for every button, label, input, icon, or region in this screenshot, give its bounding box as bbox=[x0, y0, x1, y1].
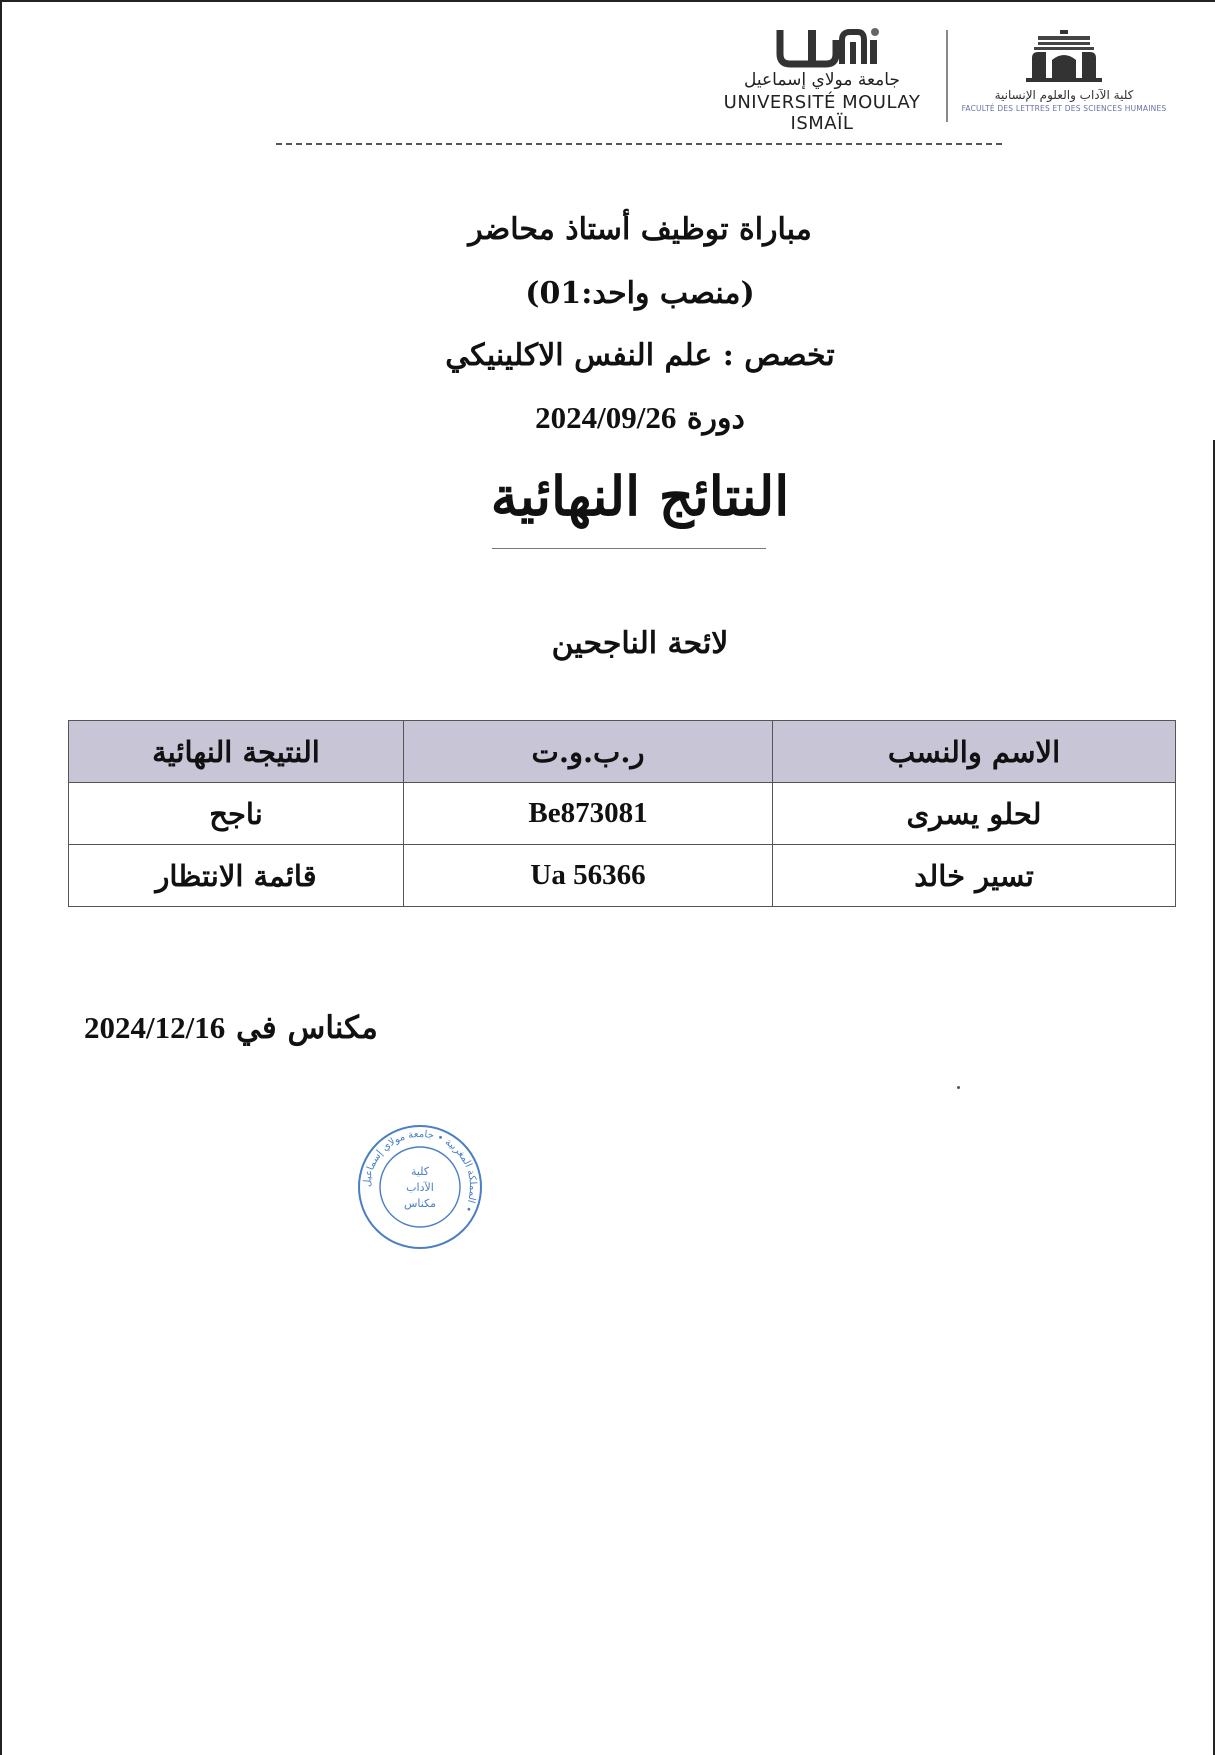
faculty-building-icon bbox=[1024, 28, 1104, 84]
stamp-center-line1: كلية bbox=[410, 1165, 430, 1178]
university-logo bbox=[712, 26, 932, 134]
header-divider bbox=[946, 30, 948, 122]
faculty-name-fr: FACULTÉ DES LETTRES ET DES SCIENCES HUMAINES bbox=[961, 104, 1167, 113]
session-label: دورة bbox=[686, 401, 745, 436]
university-name-fr: UNIVERSITÉ MOULAY ISMAÏL bbox=[723, 92, 921, 134]
table-header-row bbox=[69, 721, 1176, 783]
cell-result: ناجح bbox=[69, 783, 404, 845]
table-row bbox=[69, 845, 1176, 907]
scan-speck bbox=[957, 1086, 960, 1089]
university-name-ar: جامعة مولاي إسماعيل bbox=[744, 70, 900, 90]
header-name: الاسم والنسب bbox=[773, 721, 1176, 783]
cell-cin: Ua 56366 bbox=[404, 845, 773, 907]
stamp-center-line3: مكناس bbox=[403, 1197, 437, 1210]
place-and-date bbox=[84, 1010, 404, 1046]
place-label: مكناس في bbox=[236, 1010, 378, 1046]
cell-result: قائمة الانتظار bbox=[69, 845, 404, 907]
stamp-center-line2: الآداب bbox=[406, 1181, 434, 1194]
results-table bbox=[68, 720, 1176, 907]
header-result: النتيجة النهائية bbox=[69, 721, 404, 783]
title-underline bbox=[492, 548, 766, 549]
header-cin: ر.ب.و.ت bbox=[404, 721, 773, 783]
cell-name: لحلو يسرى bbox=[773, 783, 1176, 845]
specialty: تخصص : علم النفس الاكلينيكي bbox=[445, 338, 835, 373]
stamp-ring-text: المملكة المغربية • جامعة مولاي إسماعيل • bbox=[361, 1128, 479, 1214]
umi-logo-icon bbox=[742, 26, 902, 68]
positions-count: (منصب واحد:01) bbox=[525, 276, 755, 311]
cell-cin: Be873081 bbox=[404, 783, 773, 845]
session-date: 2024/09/26 bbox=[535, 400, 677, 435]
session-line bbox=[200, 400, 1080, 436]
official-stamp bbox=[356, 1123, 484, 1251]
faculty-logo bbox=[958, 28, 1170, 128]
header-dashed-separator bbox=[276, 143, 1002, 145]
page-title: النتائج النهائية bbox=[490, 464, 790, 528]
footer-date: 2024/12/16 bbox=[84, 1010, 226, 1045]
cell-name: تسير خالد bbox=[773, 845, 1176, 907]
competition-title: مباراة توظيف أستاذ محاضر bbox=[468, 212, 812, 247]
faculty-name-ar: كلية الآداب والعلوم الإنسانية bbox=[994, 88, 1134, 102]
list-subtitle: لائحة الناجحين bbox=[551, 626, 729, 661]
table-row bbox=[69, 783, 1176, 845]
